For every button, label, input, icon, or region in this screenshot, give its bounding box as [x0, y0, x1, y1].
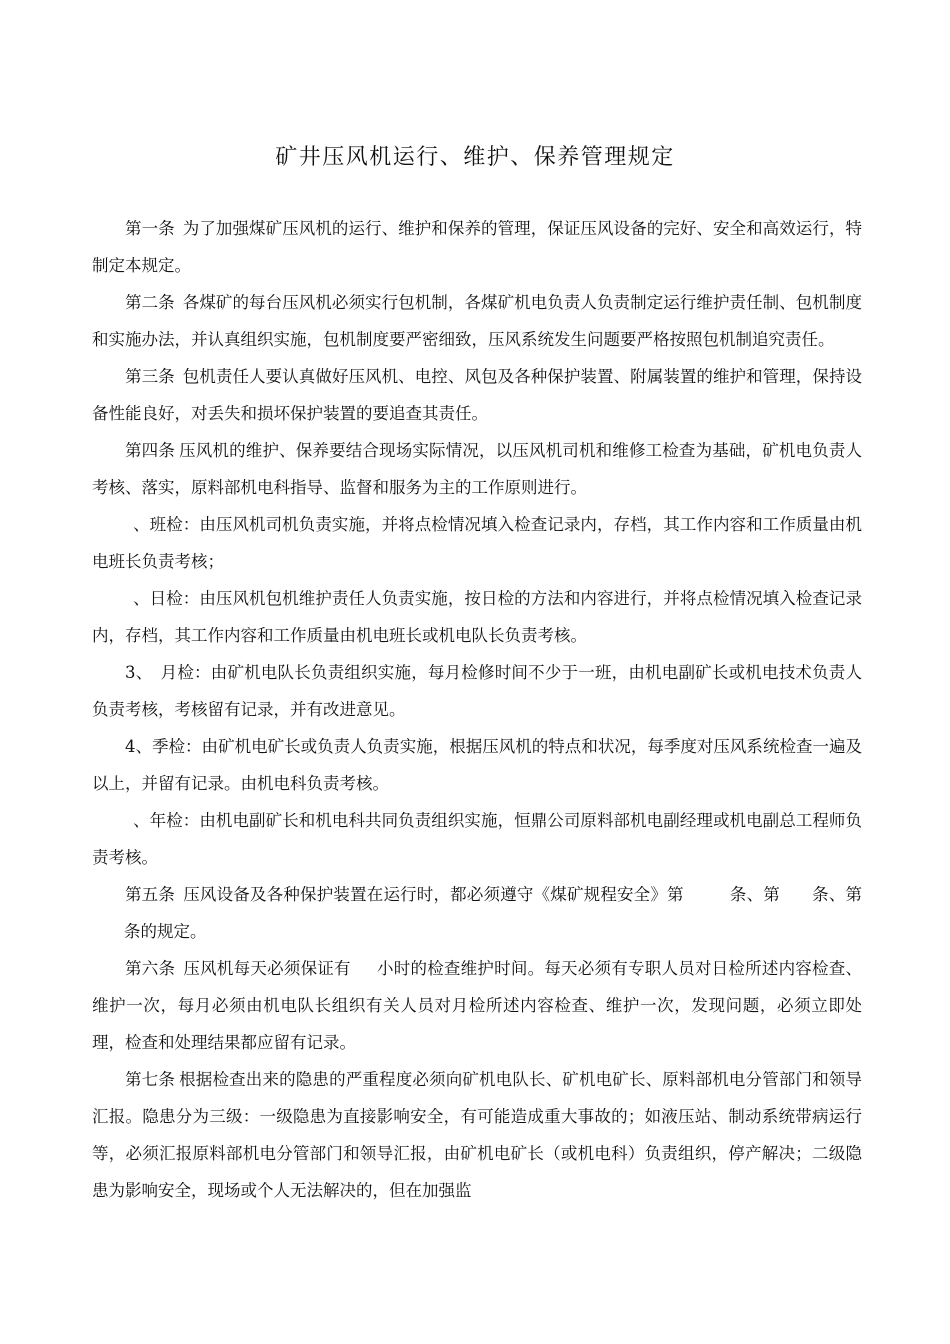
item-text: 、班检：由压风机司机负责实施，并将点检情况填入检查记录内，存档，其工作内容和工作质量由机电班长负责考核；: [92, 515, 862, 571]
article-3: [92, 358, 862, 432]
article-2: [92, 284, 862, 358]
inspection-annual: [92, 802, 862, 876]
inspection-shift: [92, 506, 862, 580]
document-title: 矿井压风机运行、维护、保养管理规定: [275, 145, 675, 170]
item-text: 、年检：由机电副矿长和机电科共同负责组织实施，恒鼎公司原料部机电副经理或机电副总工程师负责考核。: [92, 811, 862, 867]
article-text: 各煤矿的每台压风机必须实行包机制，各煤矿机电负责人负责制定运行维护责任制、包机制度和实施办法，并认真组织实施，包机制度要严密细致，压风系统发生问题要严格按照包机制追究责任。: [92, 293, 863, 349]
item-text: 月检：由矿机电队长负责组织实施，每月检修时间不少于一班，由机电副矿长或机电技术负责人负责考核，考核留有记录，并有改进意见。: [92, 663, 863, 719]
article-7: [92, 1061, 862, 1209]
article-text-part-1: 压风机每天必须保证有: [183, 959, 351, 978]
article-label: 第五条: [125, 885, 176, 904]
article-label: 第三条: [125, 367, 175, 386]
article-label: 第一条: [125, 219, 175, 238]
article-5: [92, 876, 862, 950]
article-text-part-1: 压风设备及各种保护装置在运行时，都必须遵守《煤矿规程安全》第: [183, 885, 684, 904]
item-text: 、日检：由压风机包机维护责任人负责实施，按日检的方法和内容进行，并将点检情况填入检查记录内，存档，其工作内容和工作质量由机电班长或机电队长负责考核。: [92, 589, 862, 645]
article-label: 第七条: [125, 1070, 175, 1089]
document-body: [92, 210, 862, 1209]
article-text-part-2: 小时的检查维护时间。每天必须有专职人员对日检所述内容检查、维护一次，每月必须由机电队长组织有关人员对月检所述内容检查、维护一次，发现问题，必须立即处理，检查和处理结果都应留有记录。: [92, 959, 863, 1052]
article-text: 压风机的维护、保养要结合现场实际情况，以压风机司机和维修工检查为基础，矿机电负责人考核、落实，原料部机电科指导、监督和服务为主的工作原则进行。: [92, 441, 863, 497]
inspection-quarterly: [92, 728, 862, 802]
article-text-part-3: 条、第: [811, 885, 863, 904]
article-label: 第六条: [125, 959, 176, 978]
article-4: [92, 432, 862, 506]
article-1: [92, 210, 862, 284]
article-text-part-4: 条的规定。: [124, 922, 207, 941]
article-text-part-2: 条、第: [729, 885, 780, 904]
inspection-monthly: [92, 654, 862, 728]
article-text: 根据检查出来的隐患的严重程度必须向矿机电队长、矿机电矿长、原料部机电分管部门和领导汇报。隐患分为三级：一级隐患为直接影响安全，有可能造成重大事故的；如液压站、制动系统带病运行等，必须汇报原料部机电分管部门和领导汇报，由矿机电矿长（或机电科）负责组织，停产解决；二级隐患为影响安全，现场或个人无法解决的，但在加强监: [92, 1070, 863, 1200]
item-label: 3、: [125, 663, 153, 682]
article-text: 包机责任人要认真做好压风机、电控、风包及各种保护装置、附属装置的维护和管理，保持设备性能良好，对丢失和损坏保护装置的要追查其责任。: [92, 367, 863, 423]
inspection-daily: [92, 580, 862, 654]
article-label: 第二条: [125, 293, 175, 312]
article-6: [92, 950, 862, 1061]
item-text: 4、季检：由矿机电矿长或负责人负责实施，根据压风机的特点和状况，每季度对压风系统检查一遍及以上，并留有记录。由机电科负责考核。: [92, 737, 862, 793]
article-label: 第四条: [125, 441, 175, 460]
article-text: 为了加强煤矿压风机的运行、维护和保养的管理，保证压风设备的完好、安全和高效运行，特制定本规定。: [92, 219, 863, 275]
